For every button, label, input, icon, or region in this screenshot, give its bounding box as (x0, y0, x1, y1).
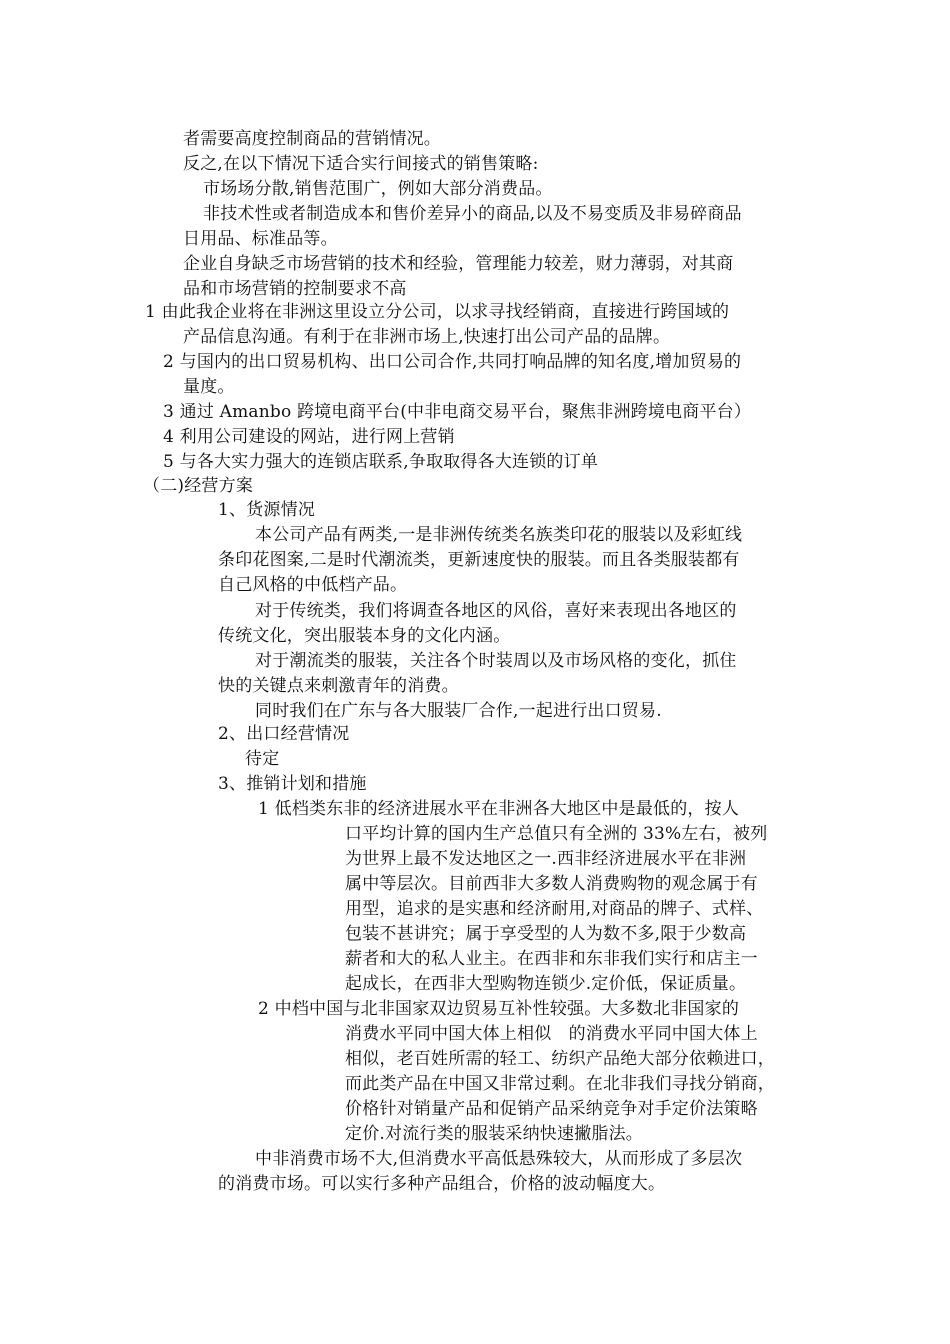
text-line: 而此类产品在中国又非常过剩。在北非我们寻找分销商， (345, 1074, 775, 1094)
subsection-heading: 2、出口经营情况 (218, 724, 350, 744)
text-line: 口平均计算的国内生产总值只有全洲的 33%左右，被列 (345, 824, 768, 844)
text-line: 为世界上最不发达地区之一.西非经济进展水平在非洲 (345, 849, 747, 869)
text-line: 包装不甚讲究；属于享受型的人为数不多,限于少数高 (345, 924, 747, 944)
list-item: 2 中档中国与北非国家双边贸易互补性较强。大多数北非国家的 (258, 999, 740, 1019)
list-item: 1 低档类东非的经济进展水平在非洲各大地区中是最低的，按人 (258, 799, 740, 819)
text-line: 反之,在以下情况下适合实行间接式的销售策略: (183, 154, 539, 174)
text-line: 企业自身缺乏市场营销的技术和经验，管理能力较差，财力薄弱，对其商 (183, 254, 734, 274)
text-line: 产品信息沟通。有利于在非洲市场上,快速打出公司产品的品牌。 (183, 327, 671, 347)
text-line: 者需要高度控制商品的营销情况。 (183, 129, 441, 149)
text-line: 薪者和大的私人业主。在西非和东非我们实行和店主一 (345, 949, 758, 969)
text-line: 品和市场营销的控制要求不高 (183, 279, 407, 299)
text-line: 消费水平同中国大体上相似 的消费水平同中国大体上 (345, 1024, 758, 1044)
text-line: 快的关键点来刺激青年的消费。 (218, 676, 459, 696)
text-line: 日用品、标准品等。 (183, 229, 338, 249)
text-line: 定价.对流行类的服装采纳快速撇脂法。 (345, 1124, 644, 1144)
text-line: 量度。 (183, 377, 235, 397)
subsection-heading: 1、货源情况 (218, 500, 316, 520)
text-line: 同时我们在广东与各大服装厂合作,一起进行出口贸易. (255, 701, 662, 721)
text-line: 本公司产品有两类,一是非洲传统类名族类印花的服装以及彩虹线 (255, 525, 743, 545)
text-line: 价格针对销量产品和促销产品采纳竞争对手定价法策略 (345, 1099, 758, 1119)
text-line: 对于传统类，我们将调查各地区的风俗，喜好来表现出各地区的 (255, 601, 737, 621)
list-item: 3 通过 Amanbo 跨境电商平台(中非电商交易平台，聚焦非洲跨境电商平台） (163, 402, 752, 422)
list-item: 4 利用公司建设的网站，进行网上营销 (163, 427, 455, 447)
list-item: 2 与国内的出口贸易机构、出口公司合作,共同打响品牌的知名度,增加贸易的 (163, 352, 742, 372)
text-line: 中非消费市场不大,但消费水平高低悬殊较大，从而形成了多层次 (255, 1149, 743, 1169)
subsection-heading: 3、推销计划和措施 (218, 774, 367, 794)
text-line: 相似，老百姓所需的轻工、纺织产品绝大部分依赖进口， (345, 1049, 775, 1069)
text-line: 用型，追求的是实惠和经济耐用,对商品的牌子、式样、 (345, 899, 764, 919)
text-line: 对于潮流类的服装，关注各个时装周以及市场风格的变化，抓住 (255, 651, 737, 671)
text-line: 属中等层次。目前西非大多数人消费购物的观念属于有 (345, 874, 758, 894)
list-item: 1 由此我企业将在非洲这里设立分公司，以求寻找经销商，直接进行跨国域的 (145, 302, 730, 322)
text-line: 市场场分散,销售范围广，例如大部分消费品。 (203, 179, 553, 199)
list-item: 5 与各大实力强大的连锁店联系,争取取得各大连锁的订单 (163, 452, 599, 472)
text-line: 的消费市场。可以实行多种产品组合，价格的波动幅度大。 (218, 1174, 666, 1194)
text-line: 非技术性或者制造成本和售价差异小的商品,以及不易变质及非易碎商品 (203, 204, 742, 224)
text-line: 条印花图案,二是时代潮流类，更新速度快的服装。而且各类服装都有 (218, 550, 740, 570)
text-line: 自己风格的中低档产品。 (218, 575, 408, 595)
text-line: 起成长，在西非大型购物连锁少.定价低，保证质量。 (345, 974, 747, 994)
text-line: 传统文化，突出服装本身的文化内涵。 (218, 626, 511, 646)
text-line: 待定 (245, 749, 280, 769)
section-heading: （二)经营方案 (143, 476, 254, 496)
